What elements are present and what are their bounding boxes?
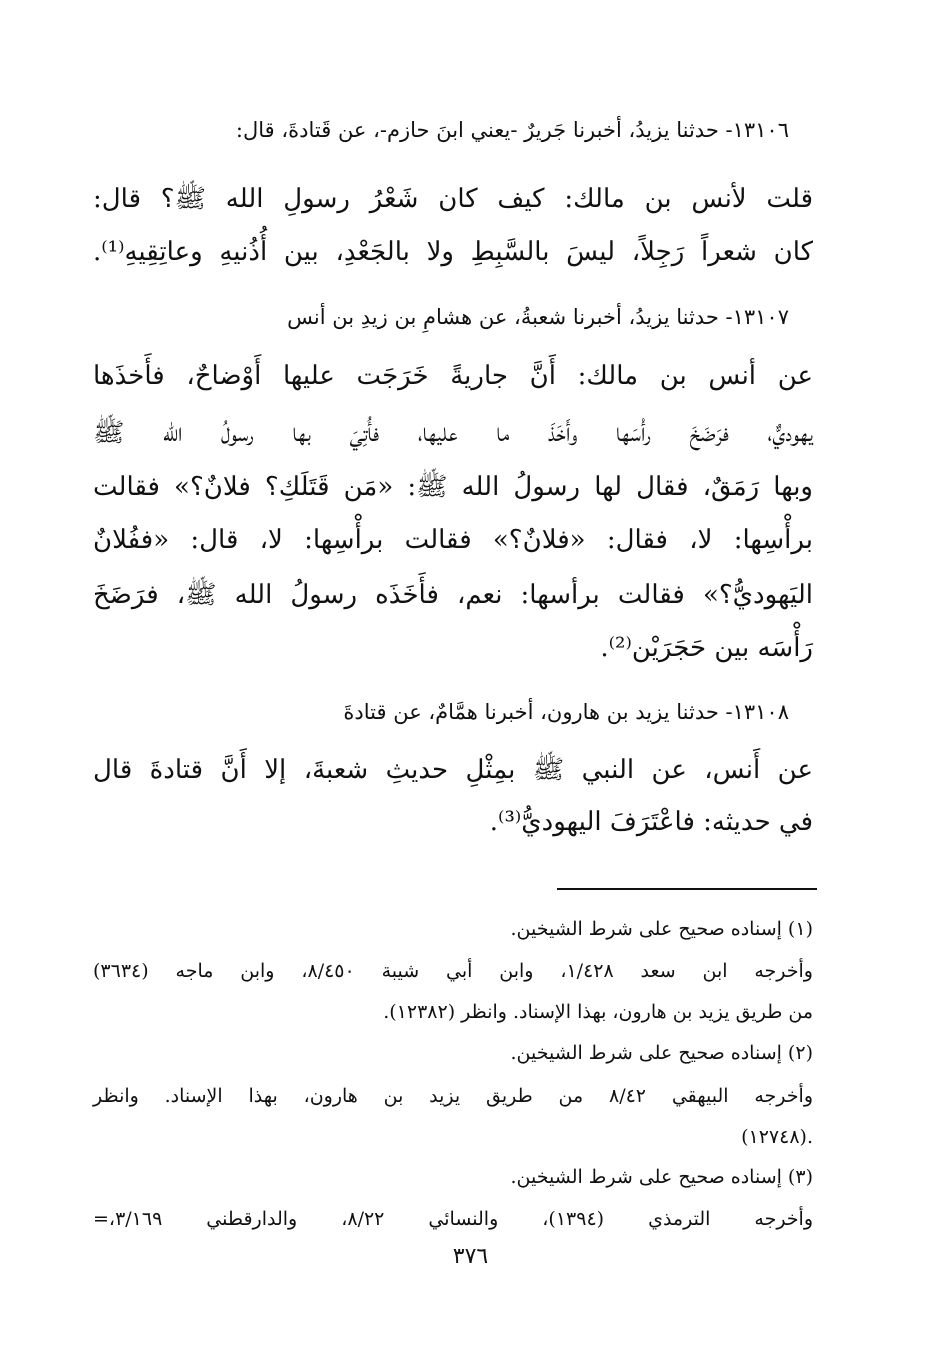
footnote-3-takhrij-line-1: وأخرجه الترمذي (١٣٩٤)، والنسائي ٨/٢٢، والدارقطني ٣/١٦٩،= [93,1208,814,1230]
footnote-separator [557,888,817,890]
hadith-13108-matn-line-1: عن أَنس، عن النبي ﷺ بمِثْلِ حديثِ شعبةَ، إلا أَنَّ قتادةَ قال [93,755,813,785]
footnote-3-grade: (٣) إسناده صحيح على شرط الشيخين. [510,1166,813,1188]
hadith-13107-matn-line-2: يهوديٌّ، فرَضَخَ رأْسَها وأَخَذَ ما عليها، فأُتِيَ بها رسولُ الله ﷺ [93,418,813,448]
footnote-2-grade: (٢) إسناده صحيح على شرط الشيخين. [510,1042,813,1064]
hadith-13107-matn-line-6: رَأْسَه بين حَجَرَيْن⁽²⁾. [600,633,813,663]
hadith-13108-sanad: ١٣١٠٨- حدثنا يزيد بن هارون، أخبرنا همَّامٌ، عن قتادةَ [343,700,789,724]
hadith-13107-matn-line-1: عن أنس بن مالك: أَنَّ جاريةً خَرَجَت عليها أَوْضاحٌ، فأَخذَها [93,361,813,391]
hadith-13108-matn-line-2: في حديثه: فاعْتَرَفَ اليهوديُّ⁽³⁾. [489,807,813,837]
hadith-13107-sanad: ١٣١٠٧- حدثنا يزيدُ، أخبرنا شعبةُ، عن هشامِ بن زيدِ بن أنس [287,305,789,329]
footnote-1-takhrij-line-2: من طريق يزيد بن هارون، بهذا الإسناد. وانظر (١٢٣٨٢). [383,1001,813,1023]
footnote-1-takhrij-line-1: وأخرجه ابن سعد ١/٤٢٨، وابن أبي شيبة ٨/٤٥٠، وابن ماجه (٣٦٣٤) [93,960,813,982]
footnote-2-takhrij-line-2: (١٢٧٤٨). [741,1126,813,1148]
footnote-1-grade: (١) إسناده صحيح على شرط الشيخين. [510,918,813,940]
hadith-13107-matn-line-5: اليَهوديُّ؟» فقالت برأسها: نعم، فأَخَذَه رسولُ الله ﷺ، فرَضَخَ [93,580,813,610]
hadith-13106-matn-line-2: كان شعراً رَجِلاً، ليسَ بالسَّبِطِ ولا بالجَعْدِ، بين أُذُنيهِ وعاتِقِيهِ⁽¹⁾. [93,237,813,267]
hadith-13107-matn-line-4: برأْسِها: لا، فقال: «فلانٌ؟» فقالت برأْسِها: لا، قال: «ففُلانٌ [93,525,813,555]
page-number: ٣٧٦ [452,1244,489,1269]
hadith-13107-matn-line-3: وبها رَمَقٌ، فقال لها رسولُ الله ﷺ: «مَن قَتَلَكِ؟ فلانٌ؟» فقالت [93,472,813,502]
hadith-13106-sanad: ١٣١٠٦- حدثنا يزيدُ، أخبرنا جَريرٌ -يعني ابنَ حازم-، عن قَتادةَ، قال: [235,118,789,142]
hadith-13106-matn-line-1: قلت لأنس بن مالك: كيف كان شَعْرُ رسولِ الله ﷺ؟ قال: [93,184,813,214]
footnote-2-takhrij-line-1: وأخرجه البيهقي ٨/٤٢ من طريق يزيد بن هارون، بهذا الإسناد. وانظر [93,1085,813,1107]
